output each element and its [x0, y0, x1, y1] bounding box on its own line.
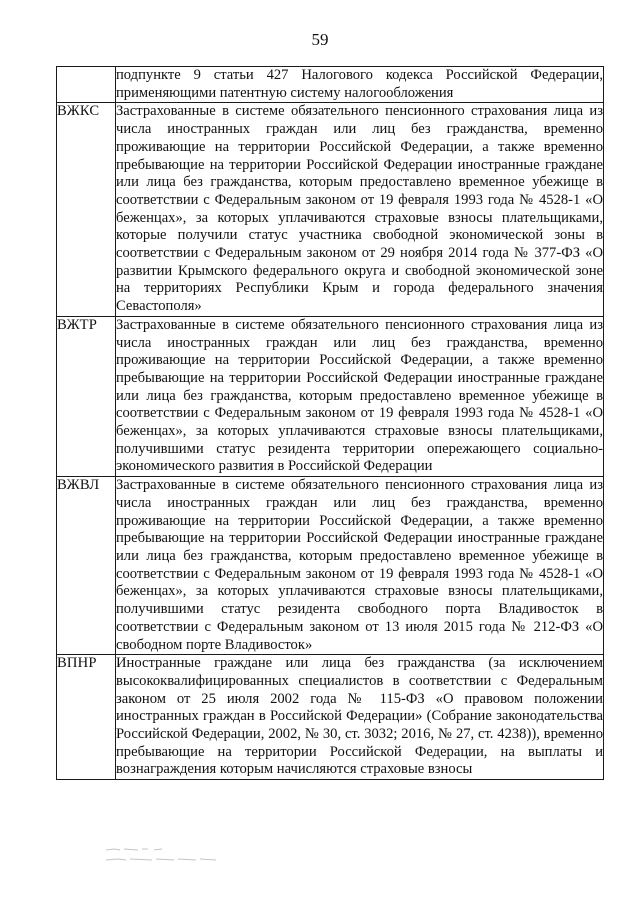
- faint-stamp-mark-icon: [104, 844, 234, 866]
- category-description-cell: Застрахованные в системе обязательного пенсионного страхования лица из числа иностранных граждан или лиц без гражданства, временно проживающие на территории Российской Федерации, а также временно пребывающие на территории Российской Федерации иностранные граждане или лица без гражданства, которым предоставлено временное убежище в соответствии с Федеральным законом от 19 февраля 1993 года № 4528-1 «О беженцах», за которых уплачиваются страховые взносы плательщиками, получившими статус резидента свободного порта Владивосток в соответствии с Федеральным законом от 13 июля 2015 года № 212-ФЗ «О свободном порте Владивосток»: [116, 477, 604, 655]
- table-row: [57, 103, 604, 316]
- category-description-cell: Иностранные граждане или лица без гражданства (за исключением высококвалифицированных специалистов в соответствии с Федеральным законом от 25 июля 2002 года № 115-ФЗ «О правовом положении иностранных граждан в Российской Федерации» (Собрание законодательства Российской Федерации, 2002, № 30, ст. 3032; 2016, № 27, ст. 4238)), временно пребывающие на территории Российской Федерации, на выплаты и вознаграждения которым начисляются страховые взносы: [116, 655, 604, 780]
- page-number: 59: [311, 30, 329, 49]
- category-description-cell: Застрахованные в системе обязательного пенсионного страхования лица из числа иностранных граждан или лиц без гражданства, временно проживающие на территории Российской Федерации, а также временно пребывающие на территории Российской Федерации иностранные граждане или лица без гражданства, которым предоставлено временное убежище в соответствии с Федеральным законом от 19 февраля 1993 года № 4528-1 «О беженцах», за которых уплачиваются страховые взносы плательщиками, которые получили статус участника свободной экономической зоны в соответствии с Федеральным законом от 29 ноября 2014 года № 377-ФЗ «О развитии Крымского федерального округа и свободной экономической зоне на территориях Республики Крым и города федерального значения Севастополя»: [116, 103, 604, 316]
- category-description-cell: Застрахованные в системе обязательного пенсионного страхования лица из числа иностранных граждан или лиц без гражданства, временно проживающие на территории Российской Федерации, а также временно пребывающие на территории Российской Федерации иностранные граждане или лица без гражданства, которым предоставлено временное убежище в соответствии с Федеральным законом от 19 февраля 1993 года № 4528-1 «О беженцах», за которых уплачиваются страховые взносы плательщиками, получившими статус резидента территории опережающего социально-экономического развития в Российской Федерации: [116, 316, 604, 476]
- category-code-cell: ВЖТР: [57, 316, 116, 476]
- category-code-cell: [57, 67, 116, 103]
- table-row: [57, 655, 604, 780]
- table-row: [57, 316, 604, 476]
- category-code-cell: ВЖКС: [57, 103, 116, 316]
- category-description-cell: подпункте 9 статьи 427 Налогового кодекса Российской Федерации, применяющими патентную систему налогообложения: [116, 67, 604, 103]
- category-codes-table: [56, 66, 604, 780]
- category-code-cell: ВПНР: [57, 655, 116, 780]
- table-row: [57, 67, 604, 103]
- table-row: [57, 477, 604, 655]
- document-stamp: [104, 844, 234, 869]
- category-code-cell: ВЖВЛ: [57, 477, 116, 655]
